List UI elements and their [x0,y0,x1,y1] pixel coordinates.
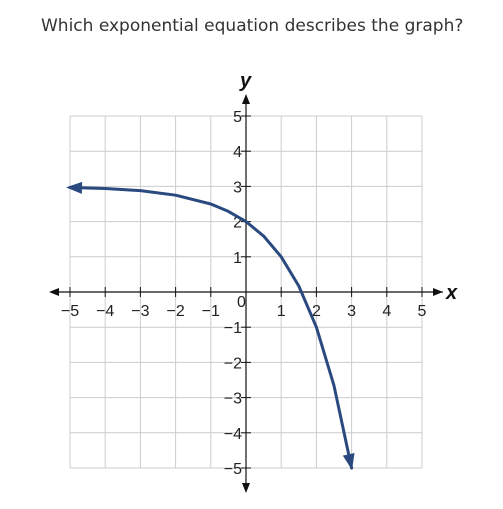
x-tick-label: −2 [166,303,185,320]
origin-label: 0 [237,294,246,311]
question-text: Which exponential equation describes the graph? [41,16,464,36]
y-tick-label: 5 [233,109,242,126]
x-tick-label: −4 [96,303,115,320]
y-tick-label: −5 [223,461,242,478]
y-tick-label: −3 [223,390,242,408]
curve-layer [66,182,355,470]
x-tick-label: −5 [60,303,80,320]
x-axis-arrow-left [49,288,59,296]
curve-arrow-left [66,182,82,194]
y-tick-label: 2 [233,214,242,232]
x-axis-arrow-right [433,288,443,296]
x-tick-label: −3 [131,303,150,320]
y-tick-label: −1 [223,320,242,338]
x-axis-label: x [446,282,458,304]
x-tick-label: 2 [311,303,321,320]
y-tick-label: −4 [223,425,242,443]
x-tick-label: −1 [201,303,220,320]
y-tick-label: −2 [223,355,242,373]
x-tick-label: 1 [276,303,286,320]
x-tick-label: 4 [382,303,392,320]
y-axis-arrow-up [242,94,250,104]
y-tick-label: 1 [233,249,242,267]
y-tick-label: 4 [233,144,242,162]
y-axis-label: y [240,70,252,92]
y-tick-label: 3 [233,179,242,197]
x-tick-label: 3 [347,303,357,320]
x-tick-label: 5 [417,303,427,320]
y-axis-arrow-down [242,483,250,493]
